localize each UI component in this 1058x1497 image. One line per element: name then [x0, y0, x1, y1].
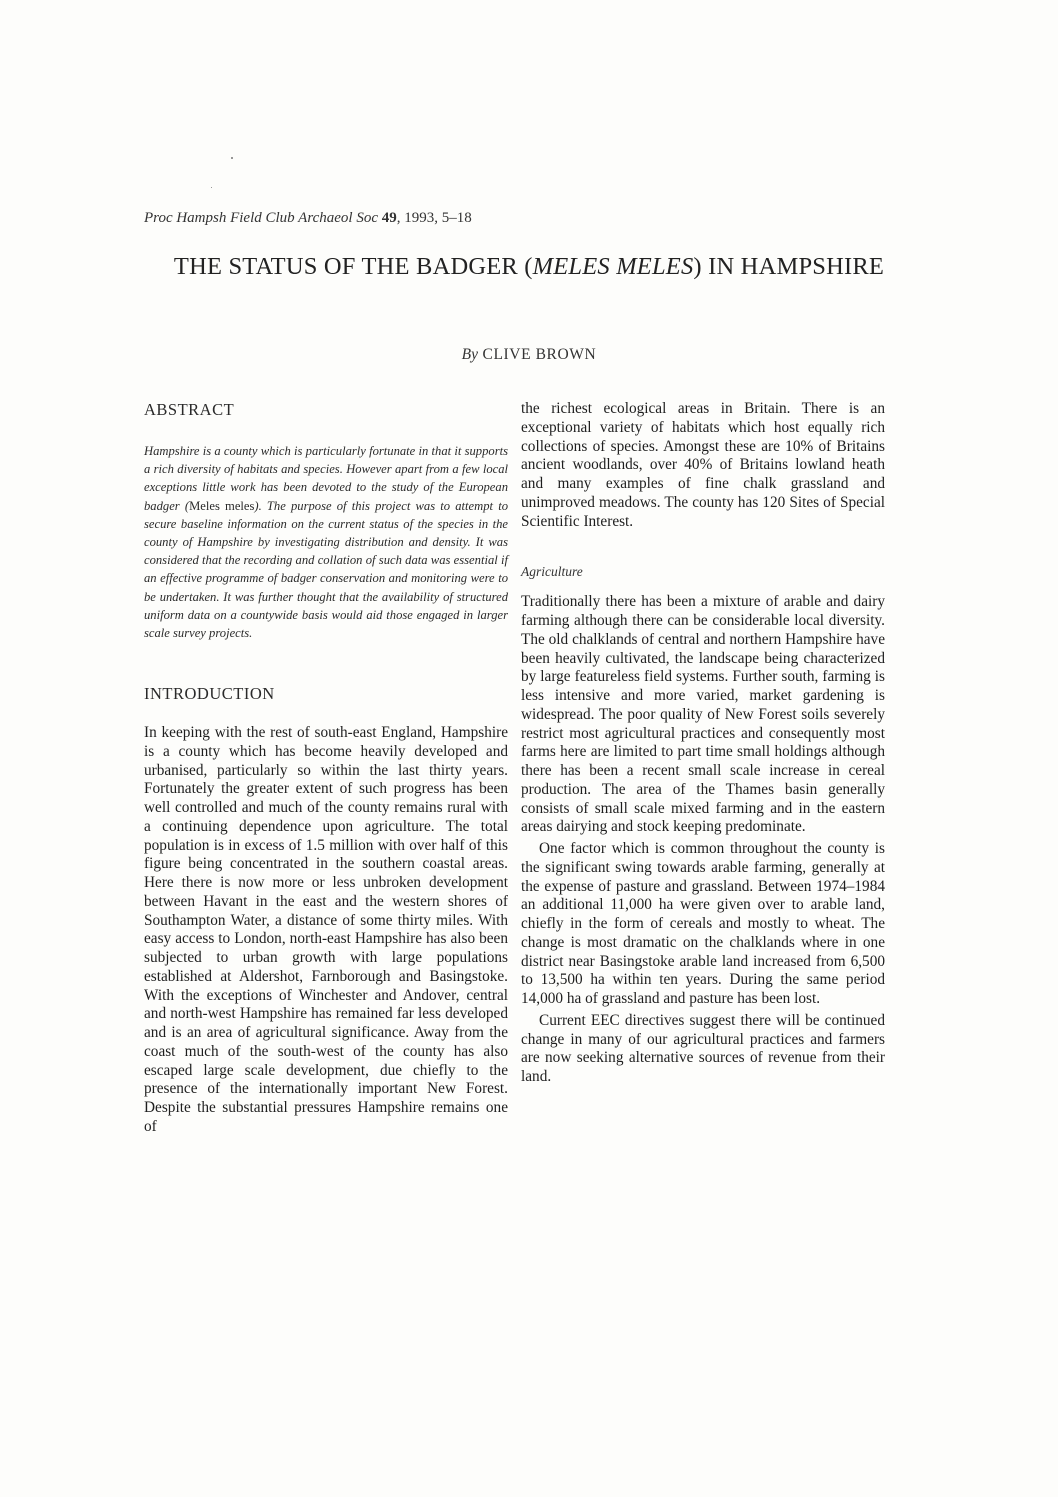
agriculture-paragraph-1: Traditionally there has been a mixture of arable and dairy farming although there can be considerable local diversity. The old chalklands of central and northern Hampshire have been heavily cultivated, the landscape being characterized by large featureless field systems. Further south, farming is less intensive and more varied, market gardening is widespread. The poor quality of New Forest soils severely restrict most agricultural practices and consequently most farms here are limited to part time small holdings although there has been a recent small scale increase in cereal production. The area of the Thames basin generally consists of small scale mixed farming and in the eastern areas dairying and stock keeping predominate.: [521, 593, 885, 836]
agriculture-paragraph-2: One factor which is common throughout the county is the significant swing towards arable farming, generally at the expense of pasture and grassland. Between 1974–1984 an additional 11,000 ha were given over to arable land, chiefly in the form of cereals and mostly to wheat. The change is most dramatic on the chalklands where in one district near Basingstoke arable land increased from 6,500 to 13,500 ha within ten years. During the same period 14,000 ha of grassland and pasture has been lost.: [521, 840, 885, 1007]
agriculture-paragraph-3: Current EEC directives suggest there will be continued change in many of our agricultural practices and farmers are now seeking alternative sources of revenue from their land.: [521, 1011, 885, 1085]
introduction-paragraph-continued: the richest ecological areas in Britain. There is an exceptional variety of habitats which host equally rich collections of species. Amongst these are 10% of Britains ancient woodlands, over 40% of Britains lowland heath and many examples of fine chalk grassland and unimproved meadows. The county has 120 Sites of Special Scientific Interest.: [521, 400, 885, 530]
byline-by: By: [461, 346, 479, 363]
citation-year-pages: , 1993, 5–18: [396, 210, 472, 226]
article-title: [144, 253, 914, 281]
agriculture-body: [521, 593, 885, 1087]
introduction-body: [144, 724, 508, 1137]
introduction-paragraph: In keeping with the rest of south-east England, Hampshire is a county which has become heavily developed and urbanised, particularly so within the last thirty years. Fortunately the greater extent of such progress has been well controlled and much of the county remains rural with a continuing dependence upon agriculture. The total population is in excess of 1.5 million with over half of this figure being concentrated in the southern coastal areas. Here there is now more or less unbroken development between Havant in the east and the western shores of Southampton Water, a distance of some thirty miles. With easy access to London, north-east Hampshire has also been subjected to urban growth with large populations established at Aldershot, Farnborough and Basingstoke. With the exceptions of Winchester and Andover, central and north-west Hampshire has remained far less developed and is an area of agricultural significance. Away from the coast much of the south-west of the county has also escaped large scale development, due chiefly to the presence of the internationally important New Forest. Despite the substantial pressures Hampshire remains one of: [144, 724, 508, 1135]
title-part-1: THE STATUS OF THE BADGER (: [173, 253, 533, 280]
right-column: [521, 400, 885, 1087]
introduction-heading: INTRODUCTION: [144, 684, 275, 704]
abstract-text-part-2: ). The purpose of this project was to attempt to secure baseline information on the current status of the species in the county of Hampshire by investigating distribution and density. It was considered that the recording and collation of such data was essential if an effective programme of badger conservation and monitoring were to be undertaken. It was further thought that the availability of structured uniform data on a countywide basis would aid those engaged in larger scale survey projects.: [144, 498, 508, 641]
author-name: CLIVE BROWN: [482, 346, 597, 363]
scan-speck: [231, 157, 233, 159]
abstract-text: [144, 442, 508, 642]
abstract-heading: ABSTRACT: [144, 400, 235, 419]
left-column: [144, 400, 508, 1137]
journal-citation: [144, 210, 472, 227]
agriculture-heading: Agriculture: [521, 564, 583, 580]
author-byline: [144, 346, 914, 364]
citation-volume: 49: [381, 210, 397, 226]
introduction-continued: [521, 400, 885, 531]
title-part-2: ) IN HAMPSHIRE: [693, 253, 885, 280]
citation-journal: Proc Hampsh Field Club Archaeol Soc: [144, 210, 378, 226]
title-scientific-name: MELES MELES: [532, 253, 694, 280]
scan-speck: [211, 187, 212, 188]
abstract-text-part-1: Hampshire is a county which is particularly fortunate in that it supports a rich diversity of habitats and species. However apart from a few local exceptions little work has been devoted to the study of the European badger (: [144, 444, 508, 513]
abstract-species-name: Meles meles: [189, 498, 255, 513]
